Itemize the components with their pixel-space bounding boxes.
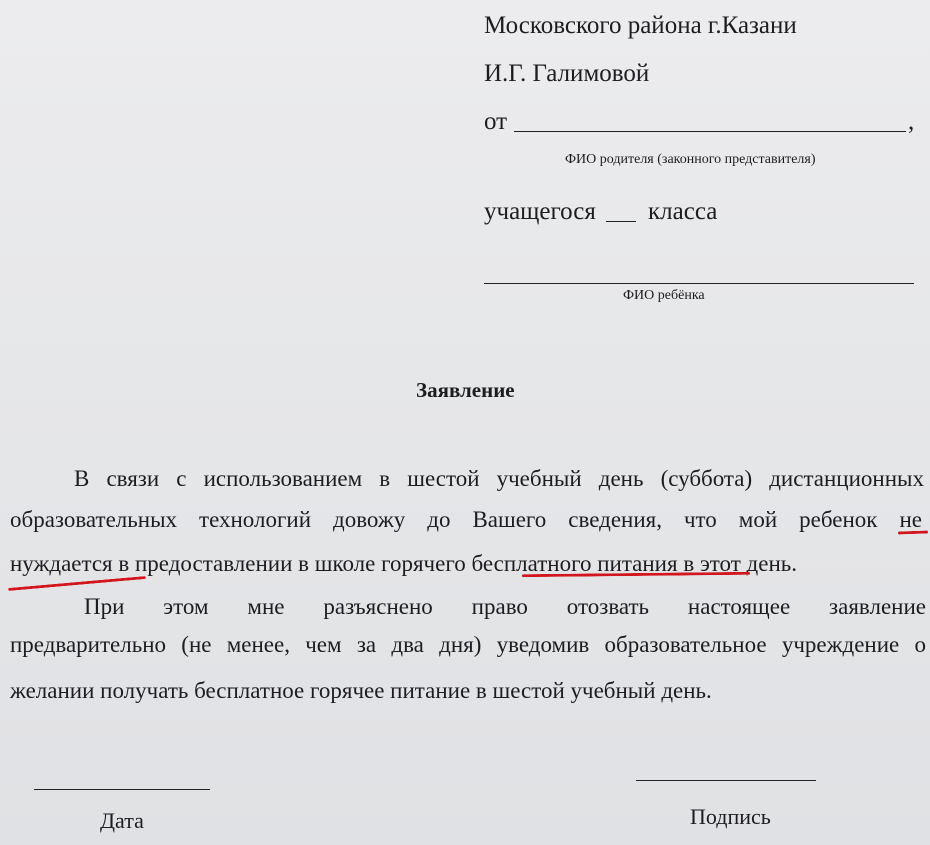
from-label: от	[484, 108, 508, 135]
red-underline-ne	[898, 530, 928, 534]
paragraph1-line1-text: В связи с использованием в шестой учебный день (суббота) дистанционных	[74, 466, 924, 491]
paragraph2-line2-text: предварительно (не менее, чем за два дня) уведомив образовательное учреждение о	[10, 632, 926, 657]
paragraph2-line1-text: При этом мне разъяснено право отозвать настоящее заявление	[84, 594, 926, 619]
highlight-free-meals: бесплатного питания в	[471, 551, 695, 576]
paragraph1-line1	[74, 466, 924, 492]
student-prefix: учащегося	[484, 198, 596, 225]
header-district: Московского района г.Казани	[484, 12, 797, 39]
parent-name-line	[514, 131, 906, 132]
parent-name-caption: ФИО родителя (законного представителя)	[565, 152, 816, 167]
date-label: Дата	[100, 808, 144, 833]
signature-line	[636, 780, 816, 781]
paragraph1-line3-end: этот день.	[694, 551, 798, 576]
red-underline-nuzhdaetsya	[8, 576, 146, 591]
signature-label: Подпись	[690, 804, 771, 829]
from-comma: ,	[908, 108, 915, 135]
student-suffix: класса	[648, 198, 718, 225]
paragraph2-line2	[10, 632, 926, 658]
header-addressee: И.Г. Галимовой	[484, 60, 650, 87]
paragraph1-line2-text: образовательных технологий довожу до Вашего сведения, что мой ребенок не	[10, 507, 922, 532]
document-title: Заявление	[416, 378, 515, 402]
paragraph2-line1	[84, 594, 926, 620]
class-number-line	[606, 221, 636, 222]
highlight-ne-nuzhdaetsya: нуждается в	[10, 551, 130, 576]
paragraph1-line3-mid: предоставлении в школе горячего	[129, 551, 472, 576]
paragraph2-line3: желании получать бесплатное горячее питание в шестой учебный день.	[10, 678, 712, 703]
child-name-caption: ФИО ребёнка	[623, 288, 705, 303]
date-line	[34, 789, 210, 790]
child-name-line	[484, 283, 914, 284]
paragraph1-line2	[10, 507, 922, 533]
